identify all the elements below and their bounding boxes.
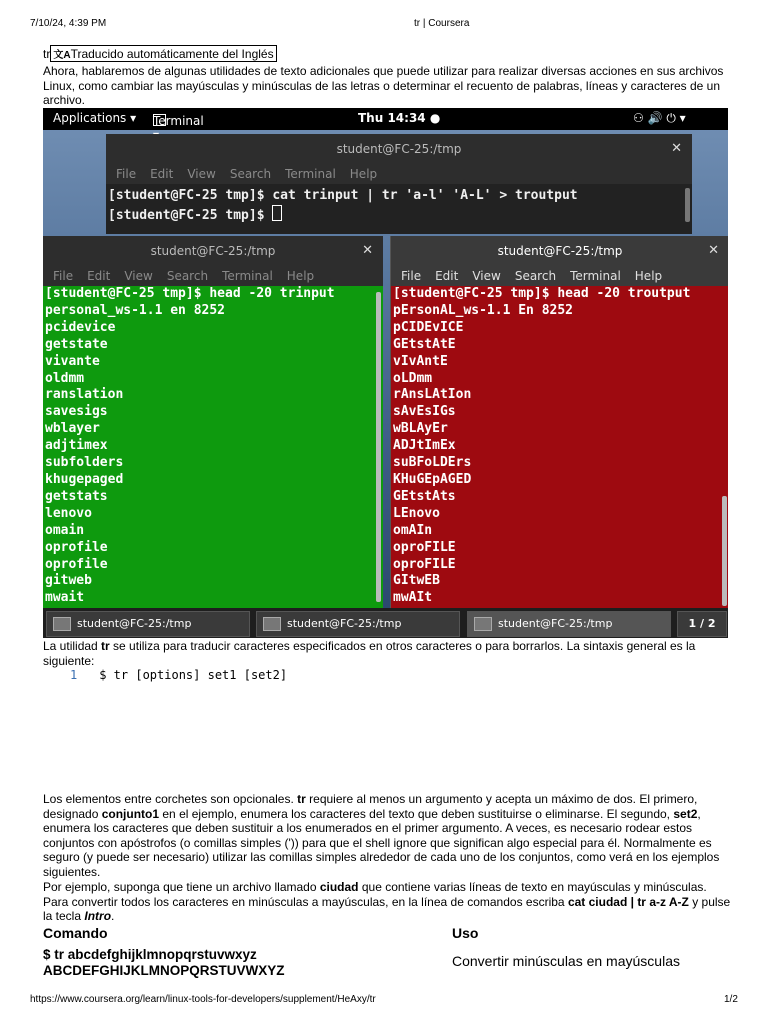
menu-search[interactable]: Search — [166, 269, 209, 283]
terminal-output-line: GEtstAts — [393, 488, 456, 504]
menu-view[interactable]: View — [187, 167, 216, 181]
table-header-usage: Uso — [452, 925, 479, 941]
terminal-output[interactable] — [43, 286, 383, 608]
text-run: se utiliza para traducir caracteres especificados en otros caracteres o para borrarlos. La sintaxis general es la siguiente: — [43, 639, 696, 668]
translation-notice — [43, 45, 277, 62]
terminal-output-line: vIvAntE — [393, 353, 448, 369]
terminal-output-line: getstats — [45, 488, 108, 504]
terminal-output-line: omAIn — [393, 522, 433, 538]
terminal-output-line: LEnovo — [393, 505, 440, 521]
terminal-menubar — [106, 164, 692, 184]
menu-edit[interactable]: Edit — [150, 167, 174, 181]
table-cell-usage: Convertir minúsculas en mayúsculas — [452, 953, 680, 969]
terminal-output-line: sAvEsIGs — [393, 404, 456, 420]
text-run: requiere al menos un argumento y acepta un máximo de dos. El primero, designado — [43, 792, 698, 821]
close-icon[interactable]: ✕ — [708, 243, 719, 258]
terminal-output-line: subfolders — [45, 455, 124, 471]
menu-search[interactable]: Search — [514, 269, 557, 283]
terminal-output-line: khugepaged — [45, 471, 124, 487]
terminal-titlebar — [106, 134, 692, 164]
print-datetime: 7/10/24, 4:39 PM — [30, 18, 107, 29]
terminal-menu-label: Terminal — [153, 114, 204, 128]
terminal-output-line: ranslation — [45, 387, 124, 403]
scrollbar[interactable] — [722, 496, 727, 606]
bold-run: Intro — [84, 909, 112, 923]
applications-menu[interactable]: Applications ▾ — [53, 111, 137, 125]
code-block — [70, 668, 287, 682]
desktop-screenshot — [43, 108, 728, 638]
terminal-output-line: pErsonAL_ws-1.1 En 8252 — [393, 302, 574, 318]
menu-edit[interactable]: Edit — [87, 269, 111, 283]
translation-prefix: tr — [43, 47, 51, 61]
menu-file[interactable]: File — [116, 167, 137, 181]
terminal-line — [106, 205, 692, 225]
terminal-output-line: wblayer — [45, 421, 100, 437]
bold-run: set2 — [673, 806, 698, 821]
menu-search[interactable]: Search — [229, 167, 272, 181]
taskbar-item-label: student@FC-25:/tmp — [498, 617, 613, 630]
bold-run: cat ciudad | tr a-z A-Z — [567, 894, 689, 909]
menu-terminal[interactable]: Terminal — [222, 269, 273, 283]
text-run: , enumera los caracteres que deben sustituir a los enumerados en el primer argumento. A veces, es necesario rodear estos conjuntos con apóstrofos (o comillas simples (')) para que el shell ignore que significan algo especial para él. Normalmente es seguro (y puede ser necesario) utilizar las comillas simples alrededor de cada uno de los conjuntos, como verá en los ejemplos siguientes. — [43, 806, 720, 879]
menu-file[interactable]: File — [53, 269, 74, 283]
terminal-output-line: oproFILE — [393, 556, 456, 572]
terminal-output-line: oprofile — [45, 556, 108, 572]
close-icon[interactable]: ✕ — [671, 141, 682, 156]
window-icon — [53, 617, 71, 631]
terminal-window-left[interactable] — [43, 236, 383, 608]
terminal-command-line: [student@FC-25 tmp]$ head -20 trinput — [45, 286, 335, 301]
terminal-title: student@FC-25:/tmp — [497, 244, 623, 258]
line-number: 1 — [70, 668, 78, 682]
taskbar — [43, 608, 728, 638]
text-run: que contiene varias líneas de texto en mayúsculas y minúsculas. Para convertir todos los caracteres en minúsculas a mayúsculas, en la línea de comandos escriba — [43, 880, 707, 909]
terminal-menubar — [391, 266, 728, 286]
terminal-titlebar — [391, 236, 728, 266]
menu-view[interactable]: View — [472, 269, 501, 283]
terminal-output-line: oproFILE — [393, 539, 456, 555]
table-cell-command: $ tr abcdefghijklmnopqrstuvwxyz ABCDEFGHIJKLMNOPQRSTUVWXYZ — [43, 947, 285, 978]
explanation-paragraph — [43, 792, 733, 879]
terminal-output-line: ADJtImEx — [393, 438, 456, 454]
gnome-topbar — [43, 108, 728, 130]
terminal-output-line: oprofile — [45, 539, 108, 555]
code-line: $ tr [options] set1 [set2] — [99, 668, 288, 682]
terminal-output-line: personal_ws-1.1 en 8252 — [45, 302, 226, 318]
footer-page-number: 1/2 — [724, 994, 738, 1005]
workspace-pager[interactable]: 1 / 2 — [677, 611, 727, 637]
menu-help[interactable]: Help — [349, 167, 378, 181]
terminal-output-line: mwait — [45, 590, 85, 606]
terminal-output-line: GItwEB — [393, 573, 440, 589]
terminal-output-line: getstate — [45, 336, 108, 352]
print-page-title: tr | Coursera — [414, 18, 470, 29]
translation-badge[interactable] — [50, 45, 276, 62]
terminal-output[interactable] — [106, 184, 692, 234]
terminal-output-line: GEtstAtE — [393, 336, 456, 352]
menu-terminal[interactable]: Terminal — [285, 167, 336, 181]
text-run: en el ejemplo, enumera los caracteres del texto que deben sustituirse o eliminarse. El segundo, — [159, 806, 674, 821]
terminal-output-line: adjtimex — [45, 438, 108, 454]
translate-icon: 文A — [53, 50, 71, 61]
menu-file[interactable]: File — [401, 269, 422, 283]
terminal-prompt: [student@FC-25 tmp]$ — [108, 207, 273, 223]
close-icon[interactable]: ✕ — [362, 243, 373, 258]
terminal-title: student@FC-25:/tmp — [150, 244, 276, 258]
bold-run: tr — [101, 639, 110, 653]
cursor — [272, 205, 282, 221]
bold-run: tr — [297, 792, 306, 806]
example-paragraph — [43, 880, 733, 924]
terminal-output-line: pcidevice — [45, 319, 116, 335]
terminal-menubar — [43, 266, 383, 286]
terminal-output-line: wBLAyEr — [393, 421, 448, 437]
menu-edit[interactable]: Edit — [435, 269, 459, 283]
text-run: Por ejemplo, suponga que tiene un archivo llamado — [43, 880, 320, 894]
terminal-output-line: omain — [45, 522, 85, 538]
menu-help[interactable]: Help — [634, 269, 663, 283]
terminal-output-line: rAnsLAtIon — [393, 387, 472, 403]
terminal-window-main[interactable] — [106, 134, 692, 234]
menu-help[interactable]: Help — [286, 269, 315, 283]
terminal-output[interactable] — [391, 286, 728, 608]
menu-view[interactable]: View — [124, 269, 153, 283]
translation-label: Traducido automáticamente del Inglés — [70, 47, 274, 61]
terminal-line: [student@FC-25 tmp]$ cat trinput | tr 'a-l' 'A-L' > troutput — [108, 188, 578, 203]
taskbar-item-label: student@FC-25:/tmp — [77, 617, 192, 630]
terminal-output-line: KHuGEpAGED — [393, 471, 472, 487]
intro-paragraph: Ahora, hablaremos de algunas utilidades de texto adicionales que puede utilizar para realizar diversas acciones en sus archivos Linux, como cambiar las mayúsculas y minúsculas de las letras o determinar el recuento de palabras, líneas y caracteres de un archivo. — [43, 64, 724, 107]
terminal-output-line: lenovo — [45, 505, 92, 521]
scrollbar[interactable] — [685, 188, 690, 222]
terminal-window-right[interactable] — [390, 236, 728, 608]
text-run: y pulse la tecla — [43, 894, 731, 923]
terminal-output-line: pCIDEvICE — [393, 319, 464, 335]
terminal-output-line: savesigs — [45, 404, 108, 420]
terminal-output-line: vivante — [45, 353, 100, 369]
taskbar-item-active[interactable] — [467, 611, 671, 637]
text-run: . — [111, 909, 115, 923]
terminal-output-line: mwAIt — [393, 590, 433, 606]
text-run: Los elementos entre corchetes son opcionales. — [43, 792, 298, 806]
usage-paragraph — [43, 639, 733, 668]
terminal-output-line: oLDmm — [393, 370, 433, 386]
terminal-output-line: gitweb — [45, 573, 92, 589]
terminal-output-line: suBFoLDErs — [393, 455, 472, 471]
scrollbar[interactable] — [376, 292, 381, 602]
bold-run: conjunto1 — [101, 806, 160, 821]
window-icon — [263, 617, 281, 631]
window-icon — [474, 617, 492, 631]
taskbar-item-label: student@FC-25:/tmp — [287, 617, 402, 630]
taskbar-item[interactable] — [256, 611, 460, 637]
table-header-command: Comando — [43, 925, 108, 941]
clock[interactable]: Thu 14:34 ● — [358, 111, 441, 125]
terminal-output-line: oldmm — [45, 370, 85, 386]
menu-terminal[interactable]: Terminal — [570, 269, 621, 283]
terminal-titlebar — [43, 236, 383, 266]
terminal-title: student@FC-25:/tmp — [336, 142, 462, 156]
taskbar-item[interactable] — [46, 611, 250, 637]
text-run: La utilidad — [43, 639, 102, 653]
bold-run: ciudad — [319, 880, 359, 894]
footer-url: https://www.coursera.org/learn/linux-tools-for-developers/supplement/HeAxy/tr — [30, 994, 376, 1005]
terminal-command-line: [student@FC-25 tmp]$ head -20 troutput — [393, 286, 691, 301]
status-icons[interactable]: ⚇ 🔊 ⏻ ▾ — [633, 111, 686, 125]
